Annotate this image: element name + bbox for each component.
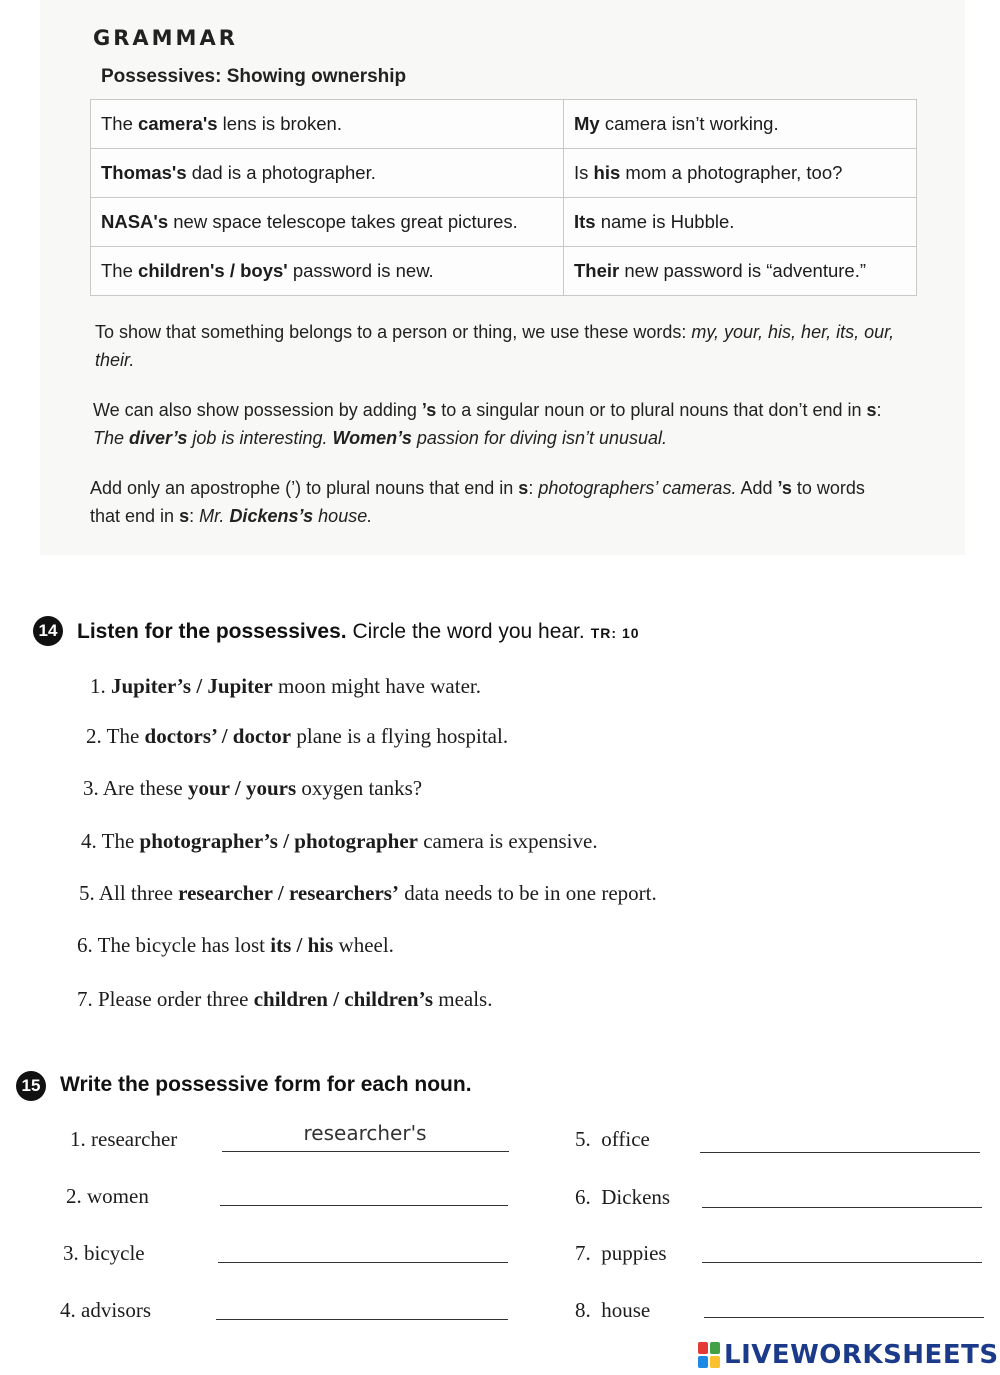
- grammar-subheading: Possessives: Showing ownership: [101, 66, 407, 87]
- possessives-table: [90, 99, 917, 296]
- exercise-15-instruction: Write the possessive form for each noun.: [60, 1073, 472, 1096]
- text-run: s: [866, 400, 877, 420]
- text-run: My: [574, 113, 600, 134]
- text-run: moon might have water.: [272, 674, 481, 698]
- text-run: 5. All three: [79, 881, 179, 905]
- table-cell: [564, 247, 917, 296]
- text-run: Add only an apostrophe (’) to plural nouns that end in: [90, 478, 519, 498]
- answer-text[interactable]: researcher's: [303, 1121, 427, 1145]
- text-run: new space telescope takes great pictures.: [168, 211, 518, 232]
- logo-square: [710, 1356, 720, 1368]
- track-label: TR: 10: [590, 625, 640, 641]
- noun-label: 8. house: [575, 1298, 651, 1322]
- text-run: The: [101, 260, 139, 281]
- text-run: diver’s: [129, 428, 188, 448]
- list-item: [77, 933, 394, 958]
- text-run: to words that end in: [90, 478, 865, 526]
- text-run: doctors’ / doctor: [144, 724, 292, 748]
- text-run: Its: [574, 211, 596, 232]
- list-item: [83, 776, 422, 801]
- text-run: We can also show possession by adding: [93, 400, 422, 420]
- answer-line[interactable]: [222, 1151, 509, 1152]
- text-run: Mr.: [199, 506, 230, 526]
- logo-square: [710, 1342, 720, 1354]
- text-run: To show that something belongs to a person or thing, we use these words:: [95, 322, 692, 342]
- text-run: house.: [313, 506, 373, 526]
- list-item: [90, 674, 481, 699]
- text-run: Their: [574, 260, 620, 281]
- text-run: The: [93, 428, 130, 448]
- text-run: NASA's: [101, 211, 169, 232]
- text-run: children / children’s: [253, 987, 433, 1011]
- table-cell: [91, 100, 564, 149]
- text-run: :: [189, 506, 200, 526]
- text-run: 7. Please order three: [77, 987, 254, 1011]
- answer-line[interactable]: [218, 1262, 508, 1263]
- exercise-15-badge: 15: [16, 1071, 46, 1101]
- grammar-note-3: [90, 474, 890, 530]
- text-run: photographers’: [538, 478, 658, 498]
- exercise-14-instruction: [77, 620, 640, 644]
- text-run: name is Hubble.: [595, 211, 735, 232]
- text-run: 3. Are these: [83, 776, 188, 800]
- text-run: his: [593, 162, 621, 183]
- text-run: :: [528, 478, 539, 498]
- text-run: camera isn’t working.: [599, 113, 779, 134]
- liveworksheets-logo-icon: [698, 1342, 720, 1368]
- text-run: Is: [574, 162, 594, 183]
- table-row: [91, 149, 917, 198]
- table-cell: [91, 149, 564, 198]
- text-run: mom a photographer, too?: [620, 162, 843, 183]
- noun-label: 6. Dickens: [575, 1185, 671, 1209]
- text-run: oxygen tanks?: [296, 776, 423, 800]
- text-run: Women’s: [332, 428, 412, 448]
- grammar-note-1: [95, 318, 915, 374]
- answer-line[interactable]: [700, 1152, 980, 1153]
- text-run: photographer’s / photographer: [139, 829, 418, 853]
- text-run: password is new.: [287, 260, 434, 281]
- text-run: Add: [736, 478, 778, 498]
- list-item: [77, 987, 492, 1012]
- text-run: data needs to be in one report.: [398, 881, 657, 905]
- table-row: [91, 247, 917, 296]
- list-item: [81, 829, 598, 854]
- text-run: your / yours: [187, 776, 297, 800]
- text-run: Dickens’s: [229, 506, 314, 526]
- exercise-14-instruction-rest: Circle the word you hear.: [346, 620, 585, 643]
- text-run: 2. The: [86, 724, 145, 748]
- text-run: 6. The bicycle has lost: [77, 933, 271, 957]
- grammar-heading: GRAMMAR: [93, 26, 238, 50]
- text-run: meals.: [433, 987, 493, 1011]
- exercise-14-badge: 14: [33, 616, 63, 646]
- table-row: [91, 198, 917, 247]
- answer-line[interactable]: [220, 1205, 508, 1206]
- text-run: Thomas's: [101, 162, 187, 183]
- logo-square: [698, 1342, 708, 1354]
- text-run: passion for diving isn’t unusual.: [411, 428, 668, 448]
- answer-line[interactable]: [702, 1207, 982, 1208]
- text-run: 1.: [90, 674, 111, 698]
- noun-label: 4. advisors: [60, 1298, 151, 1322]
- table-cell: [91, 198, 564, 247]
- text-run: The: [101, 113, 139, 134]
- watermark-text: LIVEWORKSHEETS: [724, 1340, 999, 1370]
- text-run: job is interesting.: [187, 428, 333, 448]
- noun-label: 2. women: [66, 1184, 149, 1208]
- table-row: [91, 100, 917, 149]
- text-run: :: [876, 400, 882, 420]
- table-cell: [564, 100, 917, 149]
- text-run: s: [518, 478, 529, 498]
- text-run: researcher / researchers’: [178, 881, 399, 905]
- logo-square: [698, 1356, 708, 1368]
- answer-line[interactable]: [216, 1319, 508, 1320]
- liveworksheets-watermark: [698, 1340, 999, 1370]
- exercise-14-instruction-bold: Listen for the possessives.: [77, 620, 347, 643]
- table-cell: [91, 247, 564, 296]
- text-run: plane is a flying hospital.: [291, 724, 509, 748]
- text-run: my, your, his, her, its, our, their.: [95, 322, 895, 370]
- list-item: [86, 724, 508, 749]
- text-run: lens is broken.: [217, 113, 342, 134]
- text-run: 4. The: [81, 829, 140, 853]
- grammar-note-2: [93, 396, 903, 452]
- text-run: to a singular noun or to plural nouns that don’t end in: [436, 400, 867, 420]
- noun-label: 1. researcher: [70, 1127, 178, 1151]
- text-run: camera is expensive.: [417, 829, 598, 853]
- noun-label: 3. bicycle: [63, 1241, 145, 1265]
- noun-label: 7. puppies: [575, 1241, 667, 1265]
- text-run: new password is “adventure.”: [619, 260, 867, 281]
- text-run: camera's: [138, 113, 218, 134]
- table-cell: [564, 149, 917, 198]
- text-run: Jupiter’s / Jupiter: [111, 674, 273, 698]
- text-run: its / his: [270, 933, 334, 957]
- text-run: children's / boys': [138, 260, 288, 281]
- table-cell: [564, 198, 917, 247]
- text-run: cameras.: [657, 478, 737, 498]
- noun-label: 5. office: [575, 1127, 650, 1151]
- text-run: dad is a photographer.: [186, 162, 376, 183]
- text-run: s: [179, 506, 190, 526]
- text-run: ’s: [421, 400, 437, 420]
- answer-line[interactable]: [704, 1317, 984, 1318]
- answer-line[interactable]: [702, 1262, 982, 1263]
- text-run: wheel.: [333, 933, 394, 957]
- text-run: ’s: [777, 478, 792, 498]
- list-item: [79, 881, 657, 906]
